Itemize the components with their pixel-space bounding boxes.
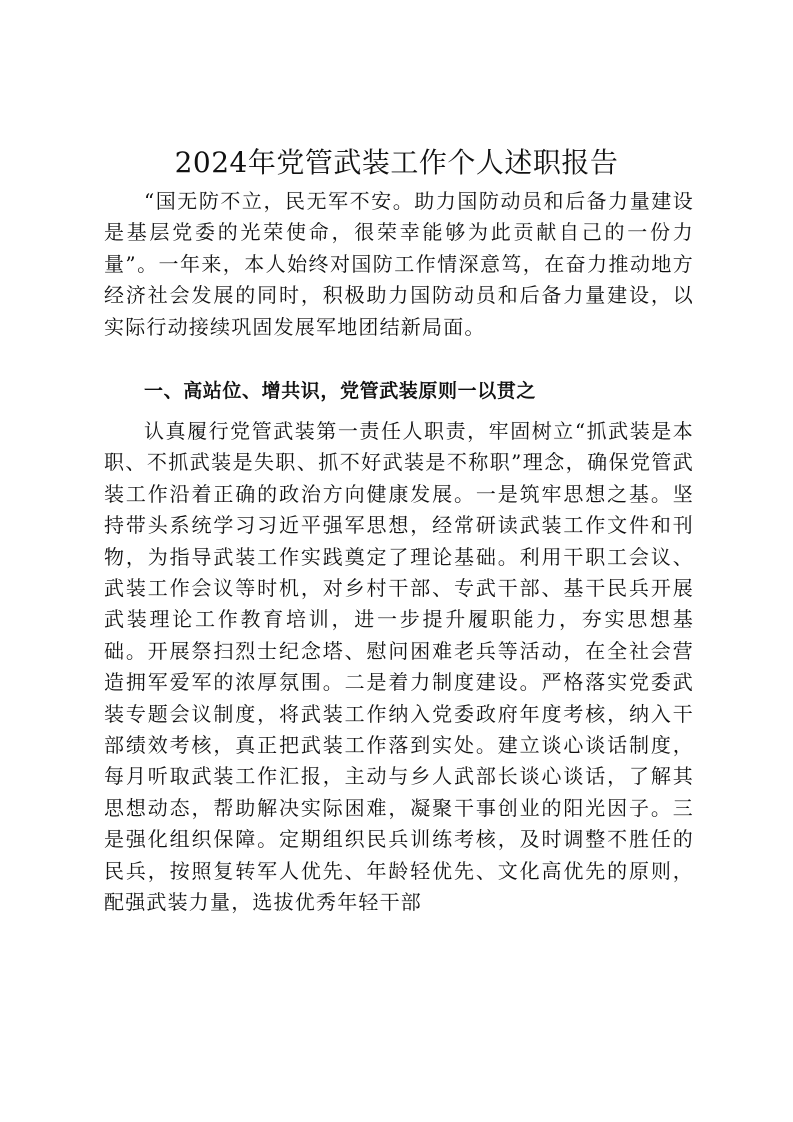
intro-paragraph: “国无防不立，民无军不安。助力国防动员和后备力量建设是基层党委的光荣使命，很荣幸能够为此贡献自己的一份力量”。一年来，本人始终对国防工作情深意笃，在奋力推动地方经济社会发展的同时，积极助力国防动员和后备力量建设，以实际行动接续巩固发展军地团结新局面。 — [104, 189, 694, 339]
document-title: 2024年党管武装工作个人述职报告 — [174, 146, 619, 179]
section-paragraph: 认真履行党管武装第一责任人职责，牢固树立“抓武装是本职、不抓武装是失职、抓不好武装是不称职”理念，确保党管武装工作沿着正确的政治方向健康发展。一是筑牢思想之基。坚持带头系统学习习近平强军思想，经常研读武装工作文件和刊物，为指导武装工作实践奠定了理论基础。利用干职工会议、武装工作会议等时机，对乡村干部、专武干部、基干民兵开展武装理论工作教育培训，进一步提升履职能力，夯实思想基础。开展祭扫烈士纪念塔、慰问困难老兵等活动，在全社会营造拥军爱军的浓厚氛围。二是着力制度建设。严格落实党委武装专题会议制度，将武装工作纳入党委政府年度考核，纳入干部绩效考核，真正把武装工作落到实处。建立谈心谈话制度，每月听取武装工作汇报，主动与乡人武部长谈心谈话，了解其思想动态，帮助解决实际困难，凝聚干事创业的阳光因子。三是强化组织保障。定期组织民兵训练考核，及时调整不胜任的民兵，按照复转军人优先、年龄轻优先、文化高优先的原则，配强武装力量，选拔优秀年轻干部 — [104, 419, 694, 915]
section-heading: 一、高站位、增共识，党管武装原则一以贯之 — [144, 380, 537, 402]
